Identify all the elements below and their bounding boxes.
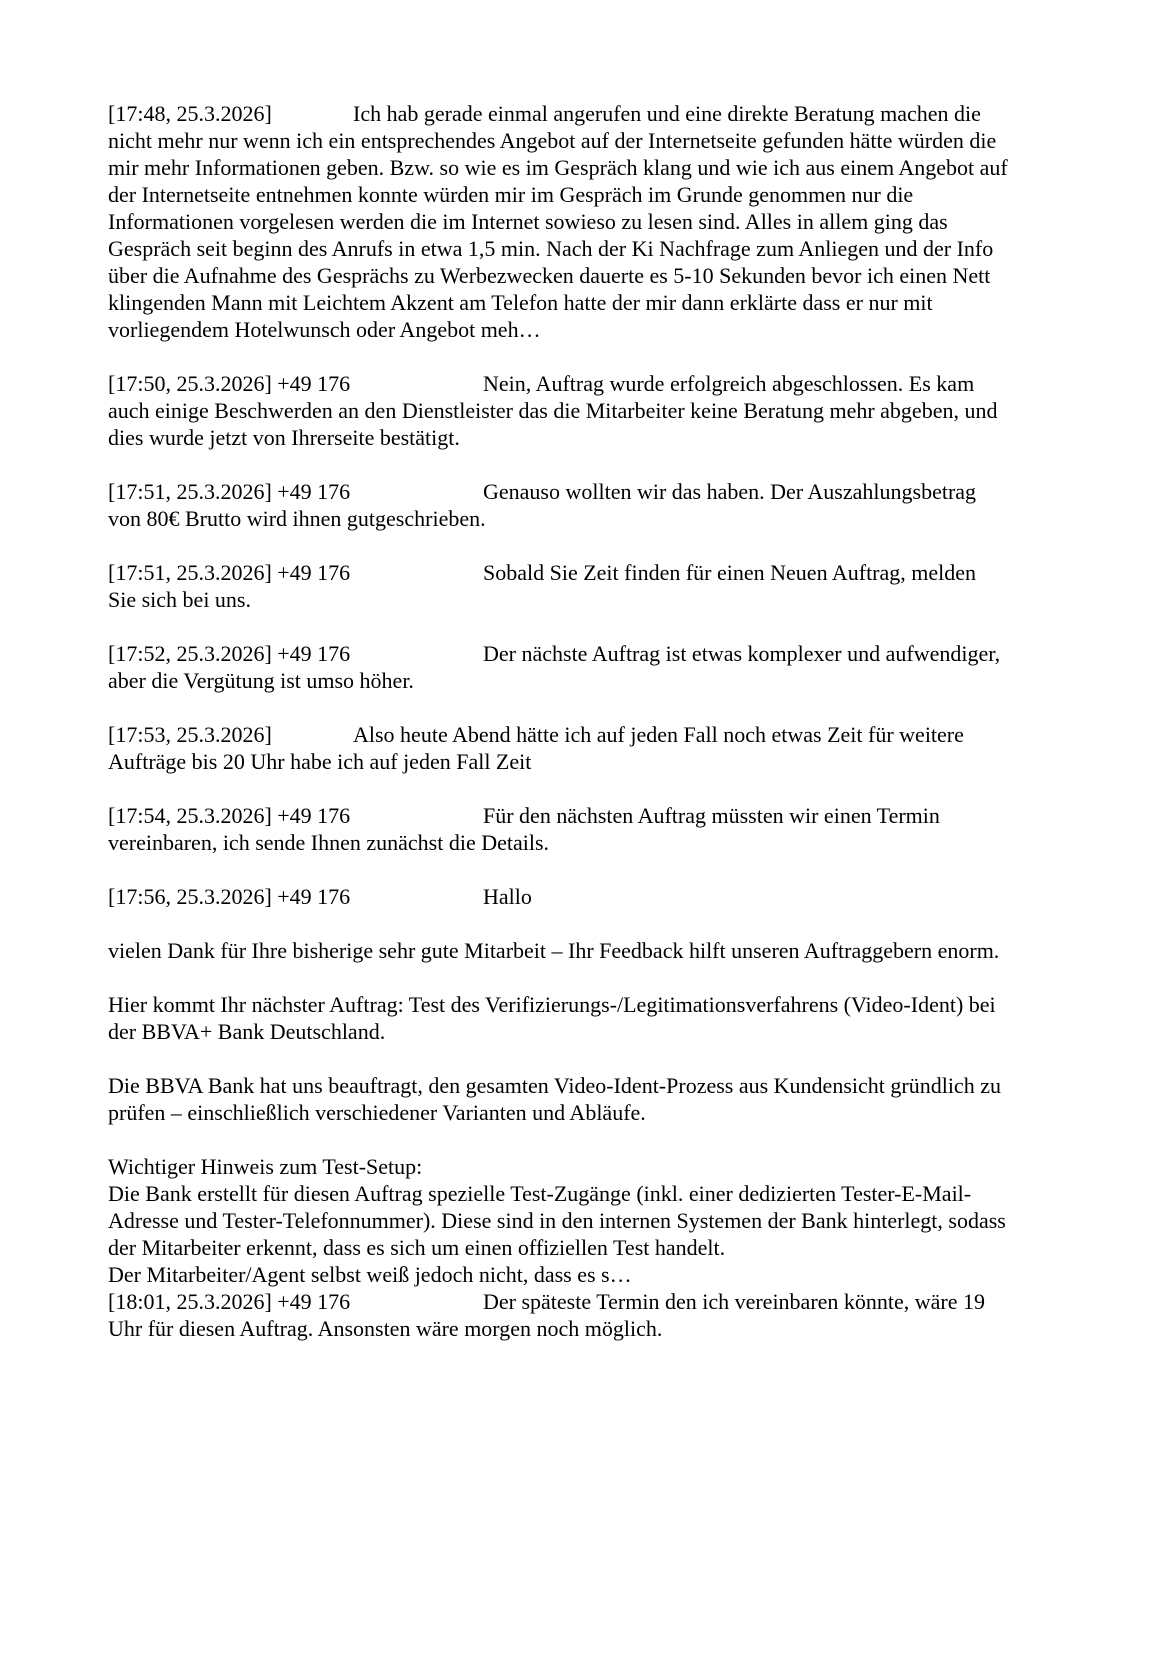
- message-text: Nein, Auftrag wurde erfolgreich abgeschlossen. Es kam auch einige Beschwerden an den Dienstleister das die Mitarbeiter keine Beratung mehr abgeben, und dies wurde jetzt von Ihrerseite bestätigt.: [108, 371, 998, 450]
- message-text: Die BBVA Bank hat uns beauftragt, den gesamten Video-Ident-Prozess aus Kundensicht gründlich zu prüfen – einschließlich verschiedener Varianten und Abläufe.: [108, 1073, 1001, 1125]
- message-text: Der nächste Auftrag ist etwas komplexer und aufwendiger, aber die Vergütung ist umso höher.: [108, 641, 1001, 693]
- message-text: Hier kommt Ihr nächster Auftrag: Test des Verifizierungs-/Legitimationsverfahrens (Video-Ident) bei der BBVA+ Bank Deutschland.: [108, 992, 996, 1044]
- message-text: vielen Dank für Ihre bisherige sehr gute Mitarbeit – Ihr Feedback hilft unseren Auftraggebern enorm.: [108, 938, 1000, 963]
- chat-message: [108, 1153, 1008, 1288]
- chat-message: [108, 640, 1008, 694]
- message-text: Genauso wollten wir das haben. Der Auszahlungsbetrag von 80€ Brutto wird ihnen gutgeschrieben.: [108, 479, 977, 531]
- chat-message: [108, 370, 1008, 451]
- message-timestamp: [17:53, 25.3.2026]: [108, 722, 272, 747]
- message-line: Die Bank erstellt für diesen Auftrag spezielle Test-Zugänge (inkl. einer dedizierten Tester-E-Mail-Adresse und Tester-Telefonnummer). Diese sind in den internen Systemen der Bank hinterlegt, sodass der Mitarbeiter erkennt, dass es sich um einen offiziellen Test handelt.: [108, 1181, 1006, 1260]
- chat-message: [108, 991, 1008, 1045]
- message-timestamp-sender: [17:56, 25.3.2026] +49 176: [108, 884, 351, 909]
- chat-message: [108, 721, 1008, 775]
- message-text: Der späteste Termin den ich vereinbaren könnte, wäre 19 Uhr für diesen Auftrag. Ansonsten wäre morgen noch möglich.: [108, 1289, 986, 1341]
- chat-message: [108, 559, 1008, 613]
- message-timestamp-sender: [17:51, 25.3.2026] +49 176: [108, 560, 351, 585]
- message-text: Ich hab gerade einmal angerufen und eine direkte Beratung machen die nicht mehr nur wenn ich ein entsprechendes Angebot auf der Internetseite gefunden hätte würden die mir mehr Informationen geben. Bzw. so wie es im Gespräch klang und wie ich aus einem Angebot auf der Internetseite entnehmen konnte würden mir im Gespräch im Grunde genommen nur die Informationen vorgelesen werden die im Internet sowieso zu lesen sind. Alles in allem ging das Gespräch seit beginn des Anrufs in etwa 1,5 min. Nach der Ki Nachfrage zum Anliegen und der Info über die Aufnahme des Gesprächs zu Werbezwecken dauerte es 5-10 Sekunden bevor ich einen Nett klingenden Mann mit Leichtem Akzent am Telefon hatte der mir dann erklärte dass er nur mit vorliegendem Hotelwunsch oder Angebot meh…: [108, 101, 1008, 342]
- chat-message: [108, 802, 1008, 856]
- message-text: Für den nächsten Auftrag müssten wir einen Termin vereinbaren, ich sende Ihnen zunächst die Details.: [108, 803, 940, 855]
- message-line: Der Mitarbeiter/Agent selbst weiß jedoch nicht, dass es s…: [108, 1262, 632, 1287]
- message-timestamp-sender: [18:01, 25.3.2026] +49 176: [108, 1289, 351, 1314]
- message-timestamp-sender: [17:54, 25.3.2026] +49 176: [108, 803, 351, 828]
- chat-message: [108, 883, 1008, 910]
- chat-message: [108, 937, 1008, 964]
- message-timestamp-sender: [17:50, 25.3.2026] +49 176: [108, 371, 351, 396]
- chat-transcript: [108, 100, 1008, 1342]
- chat-message: [108, 1072, 1008, 1126]
- message-line: Wichtiger Hinweis zum Test-Setup:: [108, 1154, 423, 1179]
- message-timestamp-sender: [17:52, 25.3.2026] +49 176: [108, 641, 351, 666]
- chat-message: [108, 100, 1008, 343]
- message-timestamp-sender: [17:51, 25.3.2026] +49 176: [108, 479, 351, 504]
- message-text: Hallo: [483, 884, 532, 909]
- chat-message: [108, 478, 1008, 532]
- message-timestamp: [17:48, 25.3.2026]: [108, 101, 272, 126]
- message-text: Sobald Sie Zeit finden für einen Neuen Auftrag, melden Sie sich bei uns.: [108, 560, 977, 612]
- message-text: Also heute Abend hätte ich auf jeden Fall noch etwas Zeit für weitere Aufträge bis 20 Uhr habe ich auf jeden Fall Zeit: [108, 722, 964, 774]
- chat-message: [108, 1288, 1008, 1342]
